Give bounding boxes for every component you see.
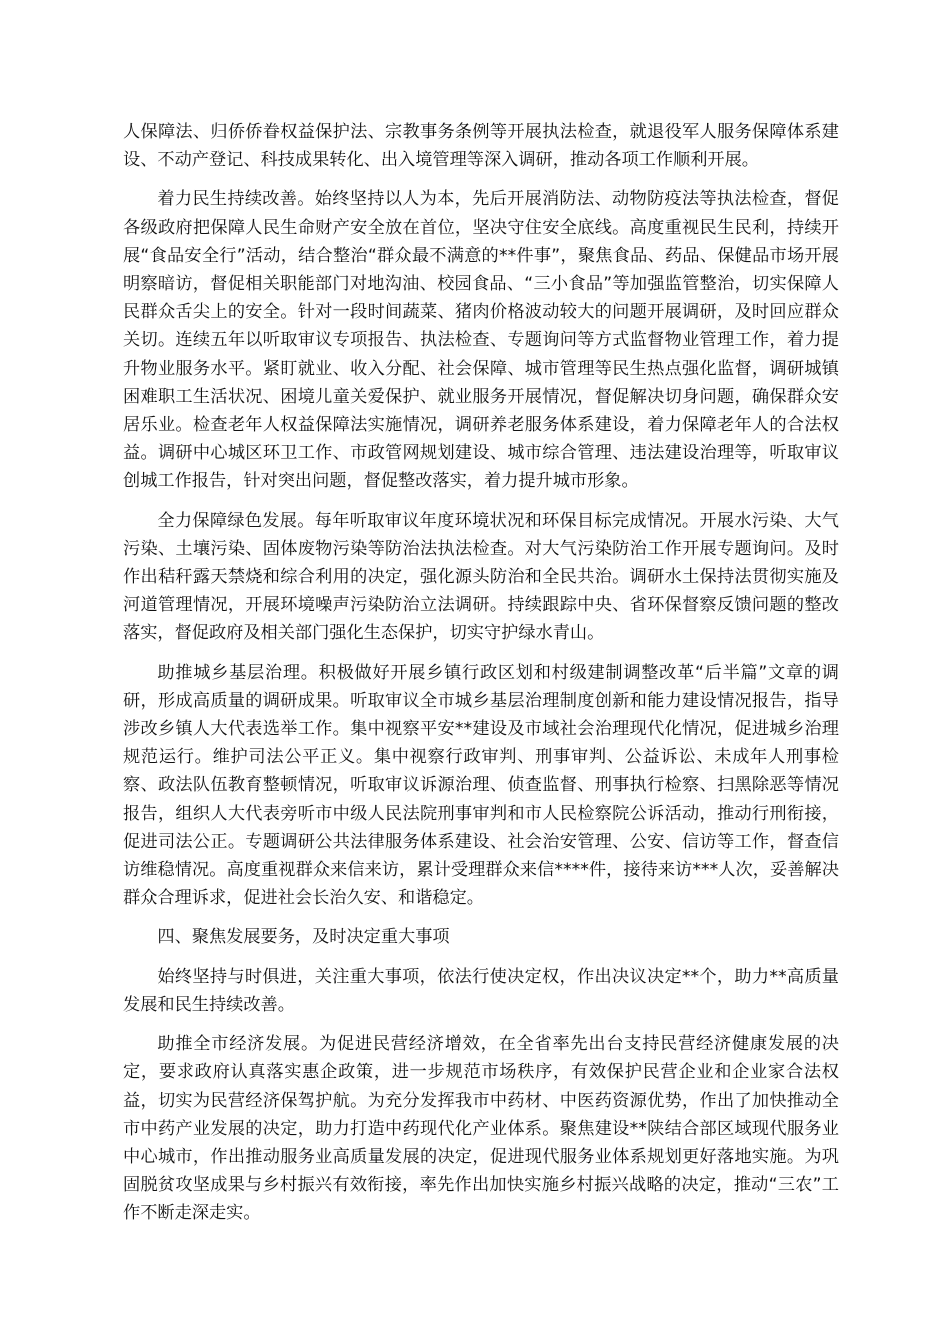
- paragraph-section-intro: 始终坚持与时俱进，关注重大事项，依法行使决定权，作出决议决定**个，助力**高质量发展和民生持续改善。: [123, 966, 839, 1015]
- paragraph-continuation: 人保障法、归侨侨眷权益保护法、宗教事务条例等开展执法检查，就退役军人服务保障体系建设、不动产登记、科技成果转化、出入境管理等深入调研，推动各项工作顺利开展。: [123, 122, 839, 171]
- paragraph-green-development: 全力保障绿色发展。每年听取审议年度环境状况和环保目标完成情况。开展水污染、大气污染、土壤污染、固体废物污染等防治法执法检查。对大气污染防治工作开展专题询问。及时作出秸秆露天禁烧和综合利用的决定，强化源头防治和全民共治。调研水土保持法贯彻实施及河道管理情况，开展环境噪声污染防治立法调研。持续跟踪中央、省环保督察反馈问题的整改落实，督促政府及相关部门强化生态保护，切实守护绿水青山。: [123, 510, 839, 644]
- paragraph-economic-development: 助推全市经济发展。为促进民营经济增效，在全省率先出台支持民营经济健康发展的决定，要求政府认真落实惠企政策，进一步规范市场秩序，有效保护民营企业和企业家合法权益，切实为民营经济保驾护航。为充分发挥我市中药材、中医药资源优势，作出了加快推动全市中药产业发展的决定，助力打造中药现代化产业体系。聚焦建设**陕结合部区域现代服务业中心城市，作出推动服务业高质量发展的决定，促进现代服务业体系规划更好落地实施。为巩固脱贫攻坚成果与乡村振兴有效衔接，率先作出加快实施乡村振兴战略的决定，推动“三农”工作不断走深走实。: [123, 1034, 839, 1224]
- section-heading: 四、聚焦发展要务，及时决定重大事项: [157, 927, 450, 948]
- paragraph-livelihood: 着力民生持续改善。始终坚持以人为本，先后开展消防法、动物防疫法等执法检查，督促各级政府把保障人民生命财产安全放在首位，坚决守住安全底线。高度重视民生民利，持续开展“食品安全行”活动，结合整治“群众最不满意的**件事”，聚焦食品、药品、保健品市场开展明察暗访，督促相关职能部门对地沟油、校园食品、“三小食品”等加强监管整治，切实保障人民群众舌尖上的安全。针对一段时间蔬菜、猪肉价格波动较大的问题开展调研，及时回应群众关切。连续五年以听取审议专项报告、执法检查、专题询问等方式监督物业管理工作，着力提升物业服务水平。紧盯就业、收入分配、社会保障、城市管理等民生热点强化监督，调研城镇困难职工生活状况、困境儿童关爱保护、就业服务开展情况，督促解决切身问题，确保群众安居乐业。检查老年人权益保障法实施情况，调研养老服务体系建设，着力保障老年人的合法权益。调研中心城区环卫工作、市政管网规划建设、城市综合管理、违法建设治理等，听取审议创城工作报告，针对突出问题，督促整改落实，着力提升城市形象。: [123, 189, 839, 492]
- document-page: [123, 118, 839, 1239]
- paragraph-grassroots-governance: 助推城乡基层治理。积极做好开展乡镇行政区划和村级建制调整改革“后半篇”文章的调研，形成高质量的调研成果。听取审议全市城乡基层治理制度创新和能力建设情况报告，指导涉改乡镇人大代表选举工作。集中视察平安**建设及市域社会治理现代化情况，促进城乡治理规范运行。维护司法公平正义。集中视察行政审判、刑事审判、公益诉讼、未成年人刑事检察、政法队伍教育整顿情况，听取审议诉源治理、侦查监督、刑事执行检察、扫黑除恶等情况报告，组织人大代表旁听市中级人民法院刑事审判和市人民检察院公诉活动，推动行刑衔接，促进司法公正。专题调研公共法律服务体系建设、社会治安管理、公安、信访等工作，督查信访维稳情况。高度重视群众来信来访，累计受理群众来信****件，接待来访***人次，妥善解决群众合理诉求，促进社会长治久安、和谐稳定。: [123, 662, 839, 909]
